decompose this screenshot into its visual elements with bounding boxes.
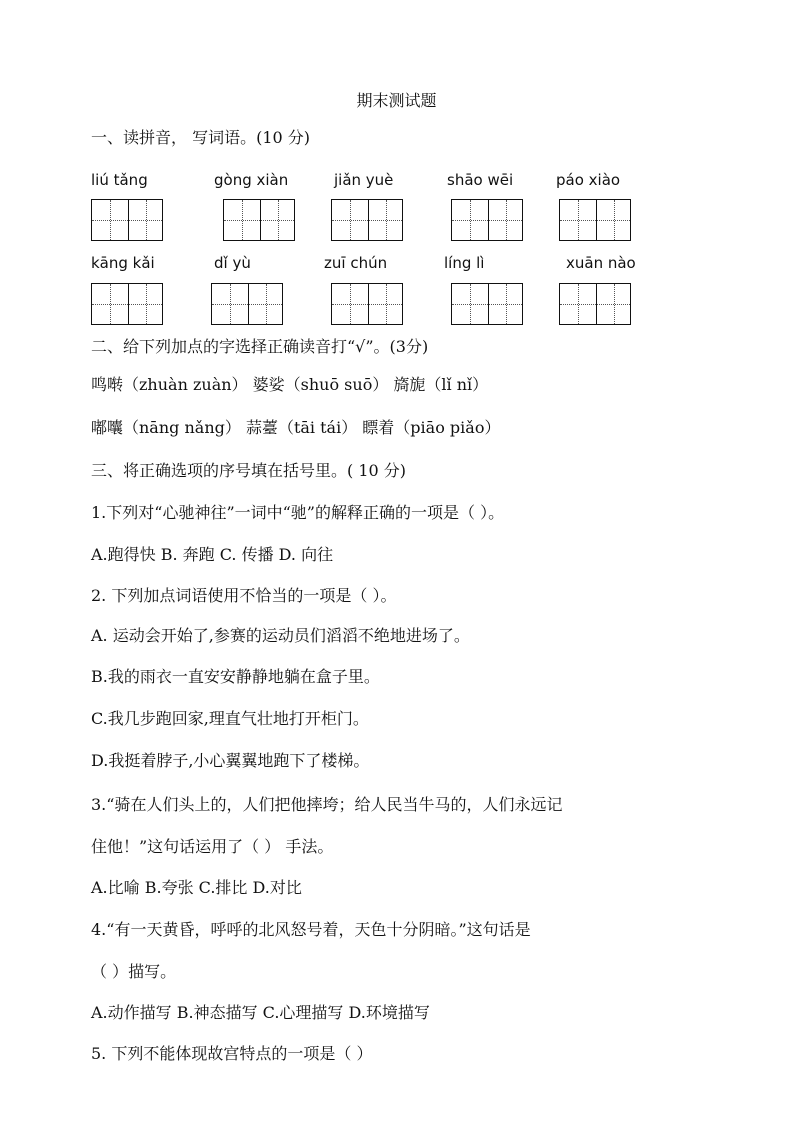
pinyin-7: dǐ yù [214, 254, 251, 272]
section2-line2: 嘟囔（nāng nǎng） 蒜薹（tāi tái） 瞟着（piāo piǎo） [91, 418, 501, 437]
page-title: 期末测试题 [356, 91, 437, 110]
question-3-line1: 3.“骑在人们头上的，人们把他摔垮；给人民当牛马的，人们永远记 [91, 795, 563, 814]
question-1-options: A.跑得快 B. 奔跑 C. 传播 D. 向往 [91, 545, 334, 564]
writing-grid[interactable] [451, 283, 523, 325]
question-2-option-a: A. 运动会开始了,参赛的运动员们滔滔不绝地进场了。 [91, 626, 470, 645]
writing-grid[interactable] [223, 199, 295, 241]
pinyin-3: jiǎn yuè [334, 171, 394, 189]
question-5: 5. 下列不能体现故宫特点的一项是（ ） [91, 1044, 373, 1063]
pinyin-9: líng lì [444, 254, 485, 272]
writing-grid[interactable] [331, 199, 403, 241]
writing-grid[interactable] [559, 199, 631, 241]
question-2-option-b: B.我的雨衣一直安安静静地躺在盒子里。 [91, 667, 380, 686]
section1-heading: 一、读拼音， 写词语。(10 分) [91, 128, 311, 147]
writing-grid[interactable] [331, 283, 403, 325]
section2-line1: 鸣啭（zhuàn zuàn） 婆娑（shuō suō） 旖旎（lǐ nǐ） [91, 375, 489, 394]
pinyin-2: gòng xiàn [214, 171, 289, 189]
section2-heading: 二、给下列加点的字选择正确读音打“√”。(3分) [91, 337, 429, 356]
pinyin-8: zuī chún [324, 254, 388, 272]
question-3-options: A.比喻 B.夸张 C.排比 D.对比 [91, 878, 302, 897]
question-4-options: A.动作描写 B.神态描写 C.心理描写 D.环境描写 [91, 1003, 430, 1022]
pinyin-10: xuān nào [566, 254, 636, 272]
writing-grid[interactable] [451, 199, 523, 241]
question-3-line2: 住他！”这句话运用了（ ） 手法。 [91, 837, 334, 856]
writing-grid[interactable] [91, 283, 163, 325]
pinyin-5: páo xiào [556, 171, 621, 189]
pinyin-4: shāo wēi [447, 171, 514, 189]
question-2-option-c: C.我几步跑回家,理直气壮地打开柜门。 [91, 709, 369, 728]
question-2-option-d: D.我挺着脖子,小心翼翼地跑下了楼梯。 [91, 751, 370, 770]
pinyin-1: liú tǎng [91, 171, 148, 189]
pinyin-6: kāng kǎi [91, 254, 155, 272]
section3-heading: 三、将正确选项的序号填在括号里。( 10 分) [91, 461, 407, 480]
writing-grid[interactable] [91, 199, 163, 241]
question-1: 1.下列对“心驰神往”一词中“驰”的解释正确的一项是（ ）。 [91, 503, 505, 522]
question-4-line2: （ ）描写。 [91, 962, 177, 981]
writing-grid[interactable] [211, 283, 283, 325]
writing-grid[interactable] [559, 283, 631, 325]
question-2: 2. 下列加点词语使用不恰当的一项是（ ）。 [91, 586, 397, 605]
question-4-line1: 4.“有一天黄昏，呼呼的北风怒号着，天色十分阴暗。”这句话是 [91, 920, 531, 939]
